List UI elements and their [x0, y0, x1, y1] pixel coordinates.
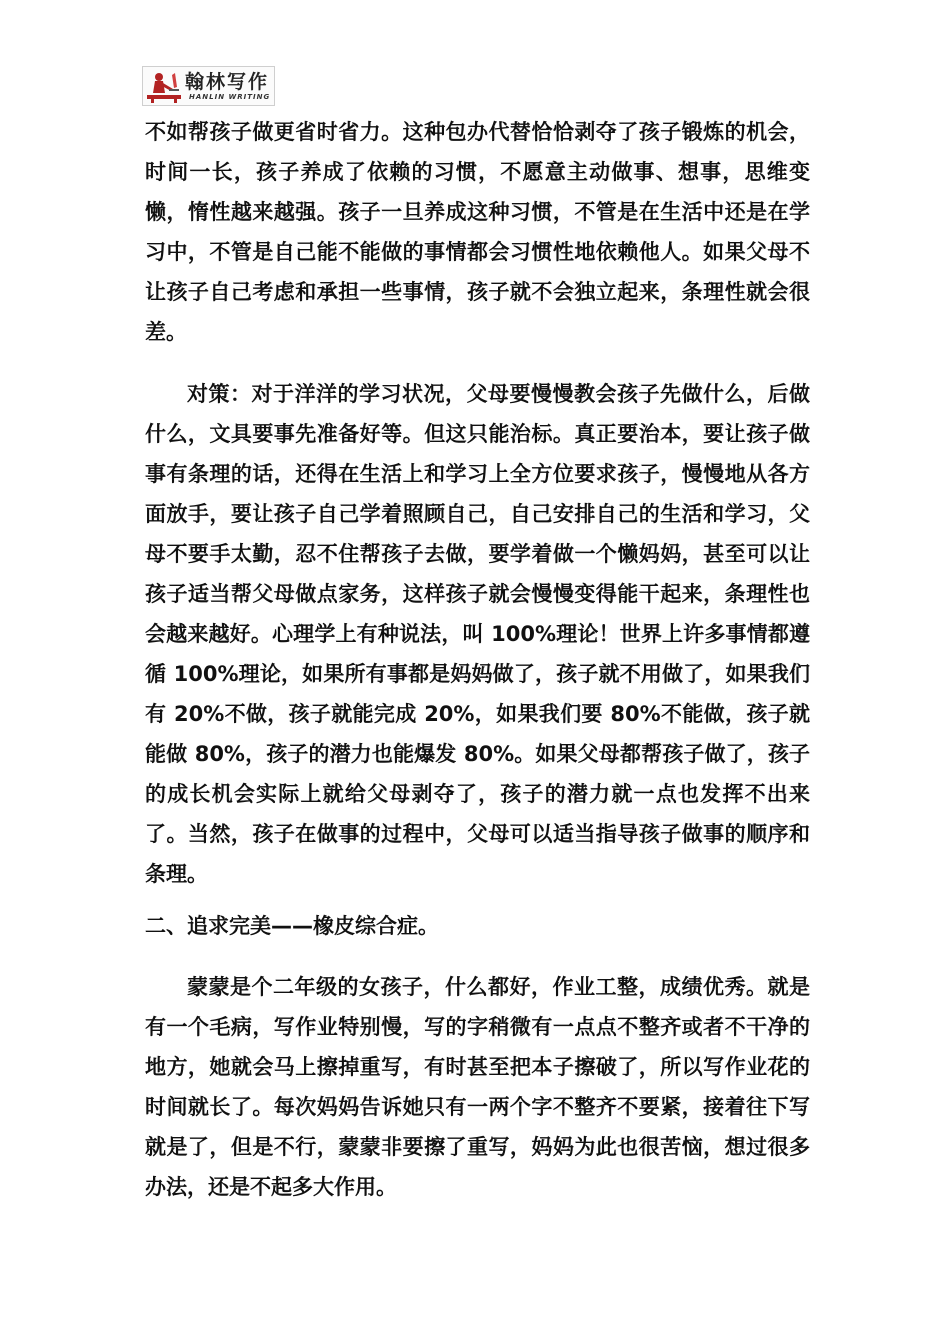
section-heading: 二、追求完美——橡皮综合症。 — [145, 914, 439, 938]
logo-text: 翰林写作 — [185, 71, 270, 93]
paragraph-3: 蒙蒙是个二年级的女孩子，什么都好，作业工整，成绩优秀。就是有一个毛病，写作业特别慢，写的字稍微有一点点不整齐或者不干净的地方，她就会马上擦掉重写，有时甚至把本子擦破了，所以写作业花的时间就长了。每次妈妈告诉她只有一两个字不整齐不要紧，接着往下写就是了，但是不行，蒙蒙非要擦了重写，妈妈为此也很苦恼，想过很多办法，还是不起多大作用。 — [145, 975, 810, 1199]
document-body — [145, 112, 810, 1207]
brand-logo — [142, 66, 275, 106]
paragraph-2: 对策：对于洋洋的学习状况，父母要慢慢教会孩子先做什么，后做什么，文具要事先准备好等。但这只能治标。真正要治本，要让孩子做事有条理的话，还得在生活上和学习上全方位要求孩子，慢慢地从各方面放手，要让孩子自己学着照顾自己，自己安排自己的生活和学习，父母不要手太勤，忍不住帮孩子去做，要学着做一个懒妈妈，甚至可以让孩子适当帮父母做点家务，这样孩子就会慢慢变得能干起来，条理性也会越来越好。心理学上有种说法，叫 100%理论！世界上许多事情都遵循 100%理论，如果所有事都是妈妈做了，孩子就不用做了，如果我们有 20%不做，孩子就能完成 20%，如果我们要 80%不能做，孩子就能做 80%，孩子的潜力也能爆发 80%。如果父母都帮孩子做了，孩子的成长机会实际上就给父母剥夺了，孩子的潜力就一点也发挥不出来了。当然，孩子在做事的过程中，父母可以适当指导孩子做事的顺序和条理。 — [145, 382, 810, 886]
writer-desk-icon — [145, 69, 185, 103]
logo-subtext: HANLIN WRITING — [189, 93, 271, 101]
paragraph-1: 不如帮孩子做更省时省力。这种包办代替恰恰剥夺了孩子锻炼的机会，时间一长，孩子养成了依赖的习惯，不愿意主动做事、想事，思维变懒，惰性越来越强。孩子一旦养成这种习惯，不管是在生活中还是在学习中，不管是自己能不能做的事情都会习惯性地依赖他人。如果父母不让孩子自己考虑和承担一些事情，孩子就不会独立起来，条理性就会很差。 — [145, 120, 810, 344]
